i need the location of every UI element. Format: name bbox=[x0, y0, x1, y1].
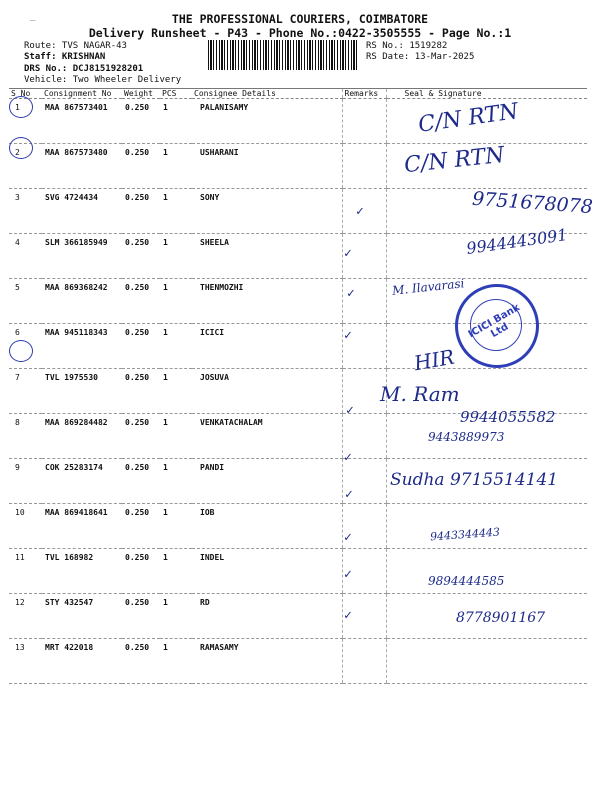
rs-date: RS Date: 13-Mar-2025 bbox=[366, 52, 475, 62]
signature-row-1: C/N RTN bbox=[416, 99, 520, 138]
remark-tick: ✓ bbox=[347, 286, 355, 301]
row-consignee: RAMASAMY bbox=[192, 639, 342, 684]
row-consignment: MAA 867573401 bbox=[42, 99, 122, 144]
col-signature: Seal & Signature bbox=[386, 89, 587, 99]
row-consignee: IOB bbox=[192, 504, 342, 549]
row-weight: 0.250 bbox=[122, 189, 160, 234]
row-consignment: MRT 422018 bbox=[42, 639, 122, 684]
table-row bbox=[9, 504, 587, 549]
signature-row-8: M. Ram bbox=[380, 382, 460, 406]
col-consignee: Consignee Details bbox=[192, 89, 342, 99]
col-weight: Weight bbox=[122, 89, 160, 99]
row-consignee: ICICI bbox=[192, 324, 342, 369]
row-consignee: VENKATACHALAM bbox=[192, 414, 342, 459]
row-consignment: TVL 1975530 bbox=[42, 369, 122, 414]
row-pcs: 1 bbox=[160, 99, 192, 144]
row-consignee: USHARANI bbox=[192, 144, 342, 189]
phone-row-8: 9944055582 bbox=[460, 408, 556, 426]
row-weight: 0.250 bbox=[122, 324, 160, 369]
row-weight: 0.250 bbox=[122, 279, 160, 324]
runsheet-table bbox=[9, 88, 587, 684]
row-pcs: 1 bbox=[160, 639, 192, 684]
rs-number: RS No.: 1519282 bbox=[366, 41, 448, 51]
col-remarks: Remarks bbox=[342, 89, 386, 99]
remark-tick: ✓ bbox=[344, 246, 352, 261]
remark-tick: ✓ bbox=[344, 567, 352, 582]
row-pcs: 1 bbox=[160, 504, 192, 549]
row-sno: 4 bbox=[9, 234, 42, 279]
col-consignment: Consignment No bbox=[42, 89, 122, 99]
row-consignee: SHEELA bbox=[192, 234, 342, 279]
row-remarks bbox=[342, 189, 386, 234]
row-pcs: 1 bbox=[160, 549, 192, 594]
phone-row-11: 9443344443 bbox=[429, 525, 501, 544]
phone-row-12: 9894444585 bbox=[428, 574, 505, 588]
row-weight: 0.250 bbox=[122, 549, 160, 594]
row-consignee: THENMOZHI bbox=[192, 279, 342, 324]
row-weight: 0.250 bbox=[122, 144, 160, 189]
row-sno: 12 bbox=[9, 594, 42, 639]
staff-label: Staff: KRISHNAN bbox=[24, 52, 106, 62]
row-consignment: COK 25283174 bbox=[42, 459, 122, 504]
row-sno: 5 bbox=[9, 279, 42, 324]
remark-tick: ✓ bbox=[346, 403, 354, 418]
row-sno: 8 bbox=[9, 414, 42, 459]
row-consignment: MAA 867573480 bbox=[42, 144, 122, 189]
row-weight: 0.250 bbox=[122, 234, 160, 279]
row-sno: 6 bbox=[9, 324, 42, 369]
row-consignment: MAA 869418641 bbox=[42, 504, 122, 549]
row-weight: 0.250 bbox=[122, 639, 160, 684]
col-pcs: PCS bbox=[160, 89, 192, 99]
row-consignment: MAA 869368242 bbox=[42, 279, 122, 324]
row-pcs: 1 bbox=[160, 414, 192, 459]
row-pcs: 1 bbox=[160, 234, 192, 279]
row-consignee: PALANISAMY bbox=[192, 99, 342, 144]
signature-row-4: 9944443091 bbox=[465, 225, 569, 258]
row-consignee: RD bbox=[192, 594, 342, 639]
row-sno: 11 bbox=[9, 549, 42, 594]
row-consignee: SONY bbox=[192, 189, 342, 234]
stamp-text: ICICI Bank Ltd bbox=[466, 302, 522, 341]
row-weight: 0.250 bbox=[122, 459, 160, 504]
row-pcs: 1 bbox=[160, 369, 192, 414]
signature-row-7: HIR bbox=[412, 344, 457, 376]
row-consignment: SVG 4724434 bbox=[42, 189, 122, 234]
col-sno: S No bbox=[9, 89, 42, 99]
route-label: Route: TVS NAGAR-43 bbox=[24, 41, 127, 51]
remark-tick: ✓ bbox=[344, 328, 352, 343]
row-remarks bbox=[342, 99, 386, 144]
signature-row-3: 9751678078 bbox=[471, 187, 594, 219]
row-sno: 2 bbox=[9, 144, 42, 189]
table-header-row bbox=[9, 89, 587, 99]
remark-tick: ✓ bbox=[356, 204, 364, 219]
row-sno: 9 bbox=[9, 459, 42, 504]
remark-tick: ✓ bbox=[344, 530, 352, 545]
row-pcs: 1 bbox=[160, 324, 192, 369]
bank-stamp bbox=[455, 284, 539, 368]
row-weight: 0.250 bbox=[122, 594, 160, 639]
row-consignment: MAA 869284482 bbox=[42, 414, 122, 459]
signature-row-2: C/N RTN bbox=[402, 142, 506, 179]
row-sno: 13 bbox=[9, 639, 42, 684]
row-weight: 0.250 bbox=[122, 99, 160, 144]
row-weight: 0.250 bbox=[122, 414, 160, 459]
row-weight: 0.250 bbox=[122, 369, 160, 414]
row-consignment: SLM 366185949 bbox=[42, 234, 122, 279]
row-signature bbox=[386, 639, 587, 684]
row-pcs: 1 bbox=[160, 189, 192, 234]
row-consignee: INDEL bbox=[192, 549, 342, 594]
pen-circle-row-7 bbox=[9, 340, 33, 362]
table-row bbox=[9, 639, 587, 684]
barcode bbox=[208, 40, 358, 70]
row-consignment: TVL 168982 bbox=[42, 549, 122, 594]
row-sno: 7 bbox=[9, 369, 42, 414]
pen-circle-row-2 bbox=[9, 137, 33, 159]
row-remarks bbox=[342, 144, 386, 189]
row-consignee: JOSUVA bbox=[192, 369, 342, 414]
row-sno: 10 bbox=[9, 504, 42, 549]
row-pcs: 1 bbox=[160, 279, 192, 324]
row-sno: 1 bbox=[9, 99, 42, 144]
row-consignment: MAA 945118343 bbox=[42, 324, 122, 369]
row-sno: 3 bbox=[9, 189, 42, 234]
company-title: THE PROFESSIONAL COURIERS, COIMBATORE bbox=[171, 12, 429, 26]
runsheet-title: Delivery Runsheet - P43 - Phone No.:0422-3505555 - Page No.:1 bbox=[88, 26, 512, 40]
remark-tick: ✓ bbox=[345, 487, 353, 502]
table-row bbox=[9, 369, 587, 414]
corner-mark: ‾ bbox=[30, 20, 36, 30]
signature-row-10: Sudha 9715514141 bbox=[390, 470, 559, 490]
phone-row-13: 8778901167 bbox=[456, 610, 546, 626]
drs-number: DRS No.: DCJ8151928201 bbox=[24, 64, 144, 74]
row-weight: 0.250 bbox=[122, 504, 160, 549]
row-remarks bbox=[342, 639, 386, 684]
phone-row-9: 9443889973 bbox=[428, 430, 505, 444]
row-consignee: PANDI bbox=[192, 459, 342, 504]
remark-tick: ✓ bbox=[344, 450, 352, 465]
row-consignment: STY 432547 bbox=[42, 594, 122, 639]
row-pcs: 1 bbox=[160, 594, 192, 639]
row-pcs: 1 bbox=[160, 144, 192, 189]
row-pcs: 1 bbox=[160, 459, 192, 504]
signature-row-5: M. Ilavarasi bbox=[391, 276, 466, 298]
remark-tick: ✓ bbox=[344, 608, 352, 623]
pen-circle-row-1 bbox=[9, 96, 33, 118]
vehicle-label: Vehicle: Two Wheeler Delivery bbox=[24, 75, 182, 85]
